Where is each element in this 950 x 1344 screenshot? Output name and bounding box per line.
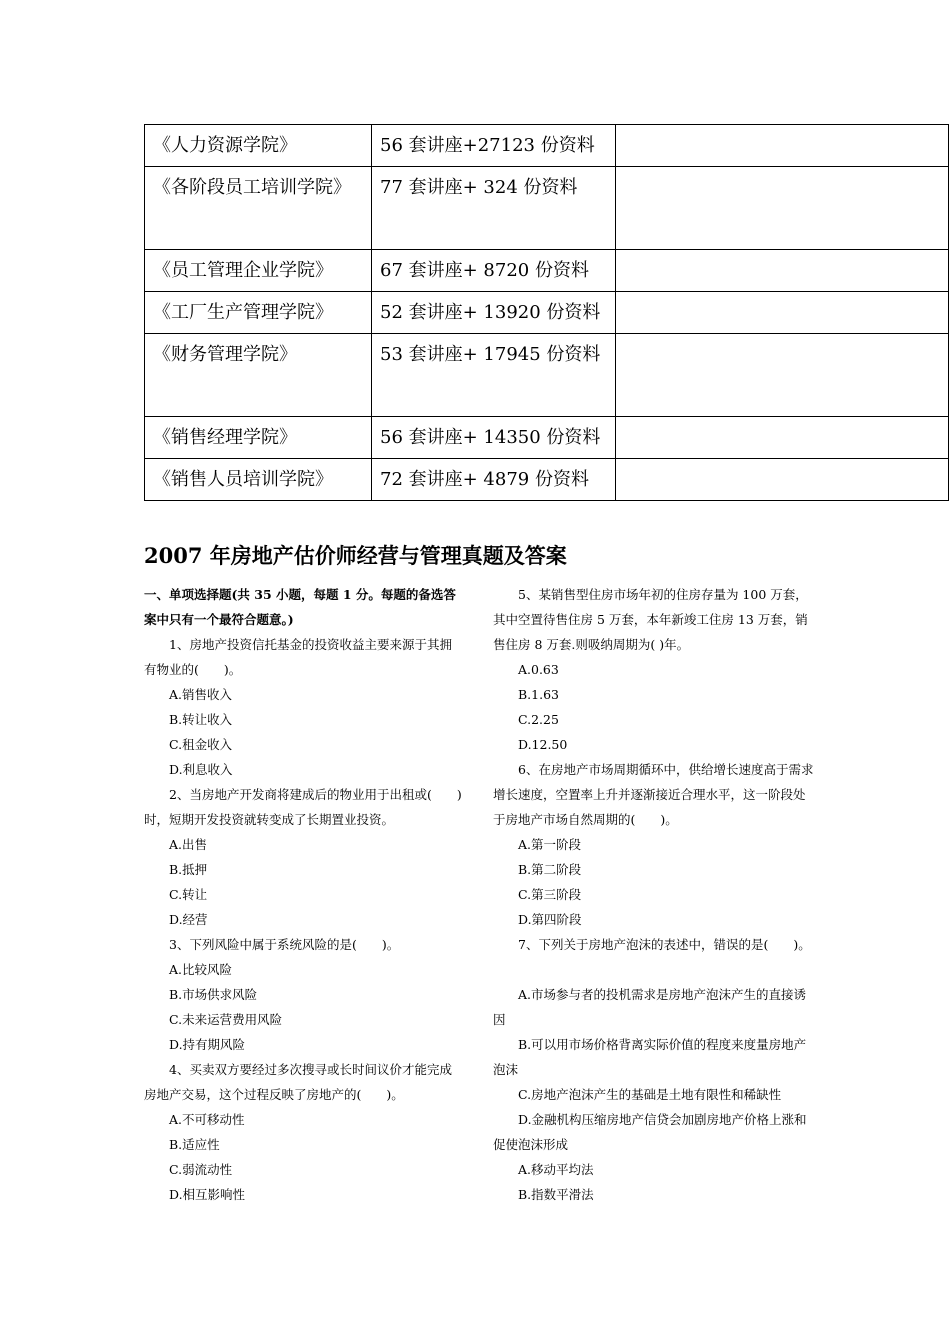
table-row (145, 125, 949, 167)
answer-option: C.房地产泡沫产生的基础是土地有限性和稀缺性 (518, 1087, 782, 1102)
catalog-note (616, 125, 949, 167)
answer-option: A.0.63 (518, 662, 559, 677)
answer-option: D.利息收入 (169, 762, 233, 777)
catalog-content: 52 套讲座+ 13920 份资料 (372, 292, 616, 334)
answer-option: D.经营 (169, 912, 208, 927)
answer-option: B.指数平滑法 (518, 1187, 594, 1202)
answer-option: D.12.50 (518, 737, 568, 752)
catalog-content: 72 套讲座+ 4879 份资料 (372, 459, 616, 501)
answer-option: C.2.25 (518, 712, 559, 727)
question-stem: 2、当房地产开发商将建成后的物业用于出租或( )时，短期开发投资就转变成了长期置业投资。 (144, 787, 462, 827)
table-row (145, 459, 949, 501)
answer-option: A.出售 (169, 837, 208, 852)
catalog-table (144, 124, 949, 501)
answer-option: D.第四阶段 (518, 912, 582, 927)
question-stem: 3、下列风险中属于系统风险的是( )。 (169, 937, 400, 952)
catalog-note (616, 334, 949, 417)
page-title: 2007 年房地产估价师经营与管理真题及答案 (144, 543, 567, 568)
answer-option: D.持有期风险 (169, 1037, 246, 1052)
answer-option: C.未来运营费用风险 (169, 1012, 283, 1027)
answer-option: D.相互影响性 (169, 1187, 246, 1202)
answer-option: A.比较风险 (169, 962, 233, 977)
answer-option: B.1.63 (518, 687, 559, 702)
answer-option: A.销售收入 (169, 687, 233, 702)
question-stem: 1、房地产投资信托基金的投资收益主要来源于其拥有物业的( )。 (144, 637, 452, 677)
answer-option: B.第二阶段 (518, 862, 582, 877)
question-stem: 7、下列关于房地产泡沫的表述中，错误的是( )。 (518, 937, 811, 952)
answer-option: A.第一阶段 (518, 837, 582, 852)
table-row (145, 250, 949, 292)
question-stem: 5、某销售型住房市场年初的住房存量为 100 万套，其中空置待售住房 5 万套，本年新竣工住房 13 万套，销售住房 8 万套.则吸纳周期为( )年。 (493, 587, 808, 652)
catalog-note (616, 417, 949, 459)
catalog-content: 56 套讲座+ 14350 份资料 (372, 417, 616, 459)
table-row (145, 292, 949, 334)
answer-option: A.市场参与者的投机需求是房地产泡沫产生的直接诱因 (493, 987, 807, 1027)
answer-option: A.移动平均法 (518, 1162, 594, 1177)
catalog-note (616, 459, 949, 501)
question-stem: 4、买卖双方要经过多次搜寻或长时间议价才能完成房地产交易，这个过程反映了房地产的( )。 (144, 1062, 452, 1102)
answer-option: D.金融机构压缩房地产信贷会加剧房地产价格上涨和促使泡沫形成 (493, 1112, 807, 1152)
answer-option: B.转让收入 (169, 712, 233, 727)
catalog-name: 《员工管理企业学院》 (145, 250, 372, 292)
catalog-name: 《工厂生产管理学院》 (145, 292, 372, 334)
table-row (145, 417, 949, 459)
catalog-name: 《财务管理学院》 (145, 334, 372, 417)
catalog-name: 《各阶段员工培训学院》 (145, 167, 372, 250)
right-column (493, 582, 815, 1207)
question-stem: 6、在房地产市场周期循环中，供给增长速度高于需求增长速度，空置率上升并逐渐接近合理水平，这一阶段处于房地产市场自然周期的( )。 (493, 762, 814, 827)
catalog-name: 《销售人员培训学院》 (145, 459, 372, 501)
answer-option: B.可以用市场价格背离实际价值的程度来度量房地产泡沫 (493, 1037, 807, 1077)
catalog-name: 《销售经理学院》 (145, 417, 372, 459)
blank-line (493, 957, 815, 982)
catalog-name: 《人力资源学院》 (145, 125, 372, 167)
answer-option: C.租金收入 (169, 737, 233, 752)
catalog-note (616, 167, 949, 250)
catalog-content: 77 套讲座+ 324 份资料 (372, 167, 616, 250)
catalog-content: 56 套讲座+27123 份资料 (372, 125, 616, 167)
left-column (144, 582, 462, 1207)
catalog-content: 53 套讲座+ 17945 份资料 (372, 334, 616, 417)
catalog-content: 67 套讲座+ 8720 份资料 (372, 250, 616, 292)
answer-option: B.适应性 (169, 1137, 220, 1152)
catalog-note (616, 292, 949, 334)
section-heading: 一、单项选择题(共 35 小题，每题 1 分。每题的备选答案中只有一个最符合题意。) (144, 587, 456, 627)
answer-option: B.市场供求风险 (169, 987, 258, 1002)
answer-option: A.不可移动性 (169, 1112, 245, 1127)
table-row (145, 167, 949, 250)
answer-option: B.抵押 (169, 862, 208, 877)
answer-option: C.第三阶段 (518, 887, 582, 902)
catalog-note (616, 250, 949, 292)
table-row (145, 334, 949, 417)
answer-option: C.弱流动性 (169, 1162, 233, 1177)
answer-option: C.转让 (169, 887, 208, 902)
